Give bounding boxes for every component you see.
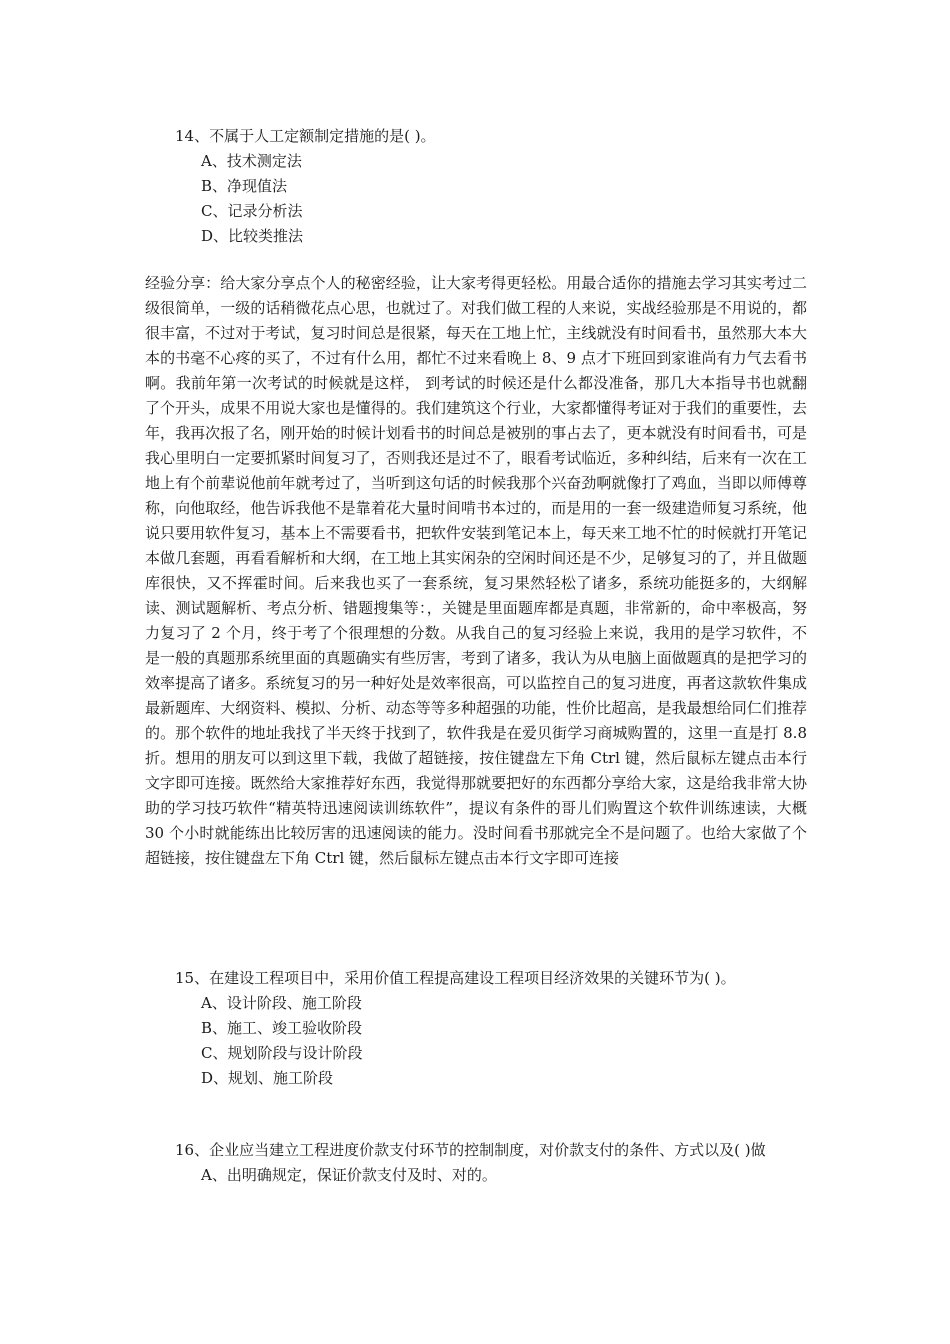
question-stem: 16、企业应当建立工程进度价款支付环节的控制制度，对价款支付的条件、方式以及( )做 <box>175 1141 766 1159</box>
option-b: B、施工、竣工验收阶段 <box>201 1019 363 1037</box>
question-14 <box>145 124 805 249</box>
question-16 <box>145 1138 805 1188</box>
question-stem: 15、在建设工程项目中，采用价值工程提高建设工程项目经济效果的关键环节为( )。 <box>175 969 736 987</box>
option-list <box>145 1163 805 1188</box>
option-list <box>145 991 805 1091</box>
option-c: C、规划阶段与设计阶段 <box>201 1044 363 1062</box>
option-b: B、净现值法 <box>201 177 288 195</box>
question-stem: 14、不属于人工定额制定措施的是( )。 <box>175 127 436 145</box>
option-a: A、设计阶段、施工阶段 <box>201 994 362 1012</box>
option-a: A、出明确规定，保证价款支付及时、对的。 <box>201 1166 497 1184</box>
question-15 <box>145 966 805 1091</box>
option-a: A、技术测定法 <box>201 152 302 170</box>
option-d: D、规划、施工阶段 <box>201 1069 334 1087</box>
option-d: D、比较类推法 <box>201 227 304 245</box>
option-list <box>145 149 805 249</box>
experience-share-paragraph[interactable]: 经验分享：给大家分享点个人的秘密经验，让大家考得更轻松。用最合适你的措施去学习其实考过二级很简单，一级的话稍微花点心思，也就过了。对我们做工程的人来说，实战经验那是不用说的，都很丰富，不过对于考试，复习时间总是很紧，每天在工地上忙，主线就没有时间看书，虽然那大本大本的书毫不心疼的买了，不过有什么用，都忙不过来看晚上 8、9 点才下班回到家谁尚有力气去看书啊。我前年第一次考试的时候就是这样， 到考试的时候还是什么都没准备，那几大本指导书也就翻了个开头，成果不用说大家也是懂得的。我们建筑这个行业，大家都懂得考证对于我们的重要性，去年，我再次报了名，刚开始的时候计划看书的时间总是被别的事占去了，更本就没有时间看书，可是我心里明白一定要抓紧时间复习了，否则我还是过不了，眼看考试临近，多种纠结，后来有一次在工地上有个前辈说他前年就考过了，当听到这句话的时候我那个兴奋劲啊就像打了鸡血，当即以师傅尊称，向他取经，他告诉我他不是靠着花大量时间啃书本过的，而是用的一套一级建造师复习系统，他说只要用软件复习，基本上不需要看书，把软件安装到笔记本上，每天来工地不忙的时候就打开笔记本做几套题，再看看解析和大纲，在工地上其实闲杂的空闲时间还是不少，足够复习的了，并且做题库很快，又不挥霍时间。后来我也买了一套系统，复习果然轻松了诸多，系统功能挺多的，大纲解读、测试题解析、考点分析、错题搜集等：，关键是里面题库都是真题，非常新的，命中率极高，努力复习了 2 个月，终于考了个很理想的分数。从我自己的复习经验上来说，我用的是学习软件，不是一般的真题那系统里面的真题确实有些厉害，考到了诸多，我认为从电脑上面做题真的是把学习的效率提高了诸多。系统复习的另一种好处是效率很高，可以监控自己的复习进度，再者这款软件集成最新题库、大纲资料、模拟、分析、动态等等多种超强的功能，性价比超高，是我最想给同仁们推荐的。那个软件的地址我找了半天终于找到了，软件我是在爱贝街学习商城购置的，这里一直是打 8.8 折。想用的朋友可以到这里下载，我做了超链接，按住键盘左下角 Ctrl 键，然后鼠标左键点击本行文字即可连接。既然给大家推荐好东西，我觉得那就要把好的东西都分享给大家，这是给我非常大协助的学习技巧软件“精英特迅速阅读训练软件”，提议有条件的哥儿们购置这个软件训练速读，大概 30 个小时就能练出比较厉害的迅速阅读的能力。没时间看书那就完全不是问题了。也给大家做了个超链接，按住键盘左下角 Ctrl 键，然后鼠标左键点击本行文字即可连接 <box>145 274 807 867</box>
option-c: C、记录分析法 <box>201 202 303 220</box>
